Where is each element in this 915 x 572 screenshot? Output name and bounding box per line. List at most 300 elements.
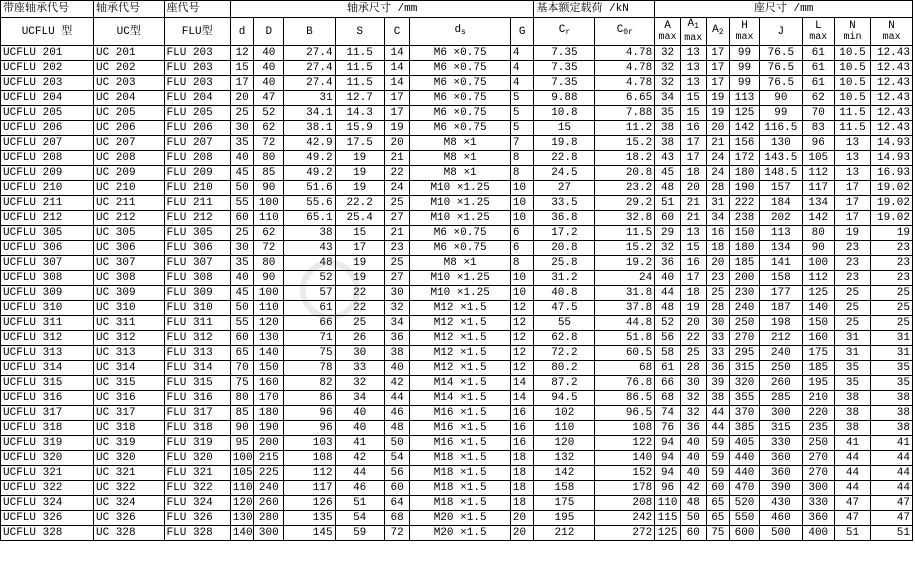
- table-cell: 50: [230, 181, 254, 196]
- table-cell: 31: [834, 331, 870, 346]
- table-cell: 65: [706, 496, 730, 511]
- table-header: [1, 1, 913, 46]
- table-cell: 44: [335, 466, 384, 481]
- table-cell: 18: [706, 241, 730, 256]
- table-cell: 60: [230, 211, 254, 226]
- table-cell: 400: [802, 526, 834, 541]
- table-cell: 130: [230, 511, 254, 526]
- table-cell: 40: [230, 271, 254, 286]
- table-cell: 212: [534, 526, 595, 541]
- table-cell: 90: [230, 421, 254, 436]
- table-cell: 370: [730, 406, 760, 421]
- table-row: [1, 106, 913, 121]
- table-cell: 35: [834, 376, 870, 391]
- table-cell: 44: [834, 451, 870, 466]
- table-cell: 90: [759, 91, 802, 106]
- table-cell: 19: [680, 301, 706, 316]
- table-cell: 90: [802, 241, 834, 256]
- table-cell: 36: [655, 256, 681, 271]
- table-cell: UCFLU 208: [1, 151, 94, 166]
- table-cell: 235: [802, 421, 834, 436]
- table-body: [1, 46, 913, 541]
- table-cell: 6.65: [595, 91, 655, 106]
- col-Nmin: [834, 18, 870, 46]
- table-row: [1, 511, 913, 526]
- table-cell: 48: [680, 496, 706, 511]
- table-cell: 15: [230, 61, 254, 76]
- table-cell: UC 316: [94, 391, 165, 406]
- table-cell: 25: [230, 226, 254, 241]
- table-cell: UCFLU 318: [1, 421, 94, 436]
- table-cell: 150: [802, 316, 834, 331]
- table-cell: UCFLU 307: [1, 256, 94, 271]
- table-cell: UCFLU 306: [1, 241, 94, 256]
- table-cell: 15: [534, 121, 595, 136]
- table-cell: 17: [834, 211, 870, 226]
- table-cell: 99: [730, 46, 760, 61]
- table-cell: 21: [384, 151, 410, 166]
- table-cell: 51.8: [595, 331, 655, 346]
- table-cell: 22.8: [534, 151, 595, 166]
- table-cell: 41: [834, 436, 870, 451]
- table-cell: UCFLU 321: [1, 466, 94, 481]
- table-cell: 34: [706, 211, 730, 226]
- table-cell: 185: [730, 256, 760, 271]
- table-cell: 250: [802, 436, 834, 451]
- table-row: [1, 46, 913, 61]
- table-row: [1, 301, 913, 316]
- table-row: [1, 91, 913, 106]
- table-cell: 108: [284, 451, 335, 466]
- table-cell: UC 322: [94, 481, 165, 496]
- table-cell: 58: [655, 346, 681, 361]
- table-row: [1, 481, 913, 496]
- table-cell: 55.6: [284, 196, 335, 211]
- table-cell: 36: [706, 361, 730, 376]
- table-cell: 100: [254, 196, 284, 211]
- table-cell: 10.8: [534, 106, 595, 121]
- table-cell: 32: [680, 406, 706, 421]
- table-cell: 315: [759, 421, 802, 436]
- table-cell: 42.9: [284, 136, 335, 151]
- table-cell: 32: [655, 241, 681, 256]
- table-cell: UC 326: [94, 511, 165, 526]
- table-cell: 19: [335, 166, 384, 181]
- table-cell: UCFLU 305: [1, 226, 94, 241]
- table-cell: M8 ×1: [410, 256, 510, 271]
- table-cell: 72.2: [534, 346, 595, 361]
- table-cell: 62: [802, 91, 834, 106]
- table-cell: 27: [384, 271, 410, 286]
- col-L: [802, 18, 834, 46]
- col-Cr: [534, 18, 595, 46]
- table-cell: UC 205: [94, 106, 165, 121]
- table-cell: 140: [230, 526, 254, 541]
- table-cell: 200: [254, 436, 284, 451]
- table-cell: UC 314: [94, 361, 165, 376]
- table-cell: 178: [595, 481, 655, 496]
- table-cell: 30: [706, 316, 730, 331]
- table-cell: 260: [759, 376, 802, 391]
- table-cell: 113: [759, 226, 802, 241]
- table-cell: 57: [284, 286, 335, 301]
- table-cell: 36: [384, 331, 410, 346]
- col-H-main: H: [741, 19, 748, 32]
- table-cell: FLU 316: [164, 391, 230, 406]
- table-cell: 115: [655, 511, 681, 526]
- table-cell: 38: [834, 421, 870, 436]
- table-cell: 44: [871, 451, 913, 466]
- table-cell: 20: [706, 121, 730, 136]
- table-cell: M6 ×0.75: [410, 61, 510, 76]
- table-cell: 23.2: [595, 181, 655, 196]
- table-cell: 38: [834, 406, 870, 421]
- table-cell: 8: [510, 166, 534, 181]
- table-cell: FLU 307: [164, 256, 230, 271]
- table-cell: 25.4: [335, 211, 384, 226]
- table-cell: 61: [284, 301, 335, 316]
- col-A: [655, 18, 681, 46]
- table-cell: 49.2: [284, 151, 335, 166]
- table-cell: 45: [230, 166, 254, 181]
- table-cell: 113: [730, 91, 760, 106]
- table-cell: 300: [802, 481, 834, 496]
- header-housing-dimensions: 座尺寸 /mm: [655, 1, 913, 18]
- table-cell: 7: [510, 136, 534, 151]
- table-cell: 10.5: [834, 61, 870, 76]
- header-housing-code: 座代号: [164, 1, 230, 18]
- table-cell: 99: [730, 76, 760, 91]
- table-cell: 51.6: [284, 181, 335, 196]
- table-cell: 103: [284, 436, 335, 451]
- table-cell: 31: [284, 91, 335, 106]
- table-cell: 24: [706, 166, 730, 181]
- table-cell: UC 309: [94, 286, 165, 301]
- table-cell: 35: [871, 376, 913, 391]
- table-cell: 143.5: [759, 151, 802, 166]
- table-cell: 4.78: [595, 61, 655, 76]
- table-cell: 61: [802, 61, 834, 76]
- table-cell: 47: [254, 91, 284, 106]
- table-cell: UCFLU 322: [1, 481, 94, 496]
- table-cell: 49.2: [284, 166, 335, 181]
- table-cell: 300: [254, 526, 284, 541]
- table-row: [1, 286, 913, 301]
- table-cell: 59: [706, 436, 730, 451]
- table-cell: 120: [534, 436, 595, 451]
- col-S: S: [335, 18, 384, 46]
- table-cell: UCFLU 206: [1, 121, 94, 136]
- col-ds-main: d: [454, 24, 462, 36]
- table-cell: 41: [871, 436, 913, 451]
- table-row: [1, 451, 913, 466]
- table-cell: UCFLU 313: [1, 346, 94, 361]
- table-row: [1, 316, 913, 331]
- table-cell: FLU 203: [164, 76, 230, 91]
- table-cell: M12 ×1.5: [410, 331, 510, 346]
- table-cell: 19.02: [871, 181, 913, 196]
- table-cell: 54: [384, 451, 410, 466]
- table-cell: FLU 208: [164, 151, 230, 166]
- table-cell: 61: [655, 361, 681, 376]
- table-cell: M8 ×1: [410, 136, 510, 151]
- header-bearing-dimensions: 轴承尺寸 /mm: [230, 1, 534, 18]
- table-cell: 110: [254, 211, 284, 226]
- table-cell: 8: [510, 256, 534, 271]
- table-cell: 117: [284, 481, 335, 496]
- table-cell: 13: [834, 151, 870, 166]
- table-cell: 44: [834, 466, 870, 481]
- table-cell: UC 310: [94, 301, 165, 316]
- table-row: [1, 151, 913, 166]
- table-cell: M16 ×1.5: [410, 406, 510, 421]
- table-cell: 16: [706, 226, 730, 241]
- table-cell: UC 210: [94, 181, 165, 196]
- table-cell: 33: [706, 331, 730, 346]
- table-cell: UCFLU 203: [1, 76, 94, 91]
- table-cell: UC 318: [94, 421, 165, 436]
- table-row: [1, 61, 913, 76]
- table-cell: 16: [680, 256, 706, 271]
- col-Nmax-main: N: [888, 19, 895, 32]
- table-cell: FLU 315: [164, 376, 230, 391]
- table-cell: 5: [510, 91, 534, 106]
- table-cell: FLU 305: [164, 226, 230, 241]
- col-Nmax: [871, 18, 913, 46]
- table-cell: 99: [730, 61, 760, 76]
- table-cell: FLU 326: [164, 511, 230, 526]
- table-cell: 68: [655, 391, 681, 406]
- table-cell: 170: [254, 391, 284, 406]
- table-cell: 31.2: [534, 271, 595, 286]
- table-cell: 13: [680, 76, 706, 91]
- table-cell: 38: [706, 391, 730, 406]
- table-cell: 160: [254, 376, 284, 391]
- table-cell: UCFLU 316: [1, 391, 94, 406]
- table-cell: 157: [759, 181, 802, 196]
- table-cell: 12: [510, 301, 534, 316]
- table-cell: 4: [510, 46, 534, 61]
- table-cell: 23: [834, 271, 870, 286]
- table-cell: 19.02: [871, 211, 913, 226]
- table-cell: 85: [230, 406, 254, 421]
- table-cell: 59: [706, 451, 730, 466]
- table-cell: 42: [335, 451, 384, 466]
- table-cell: 62: [254, 226, 284, 241]
- table-cell: 180: [730, 166, 760, 181]
- header-bearing-code: 轴承代号: [94, 1, 165, 18]
- col-L-main: L: [814, 19, 822, 32]
- table-cell: 11.5: [595, 226, 655, 241]
- table-cell: FLU 328: [164, 526, 230, 541]
- table-cell: 280: [254, 511, 284, 526]
- table-cell: 38: [284, 226, 335, 241]
- table-cell: 65: [706, 511, 730, 526]
- table-cell: 28: [680, 361, 706, 376]
- table-cell: 31: [871, 346, 913, 361]
- table-cell: 460: [759, 511, 802, 526]
- table-cell: 15.9: [335, 121, 384, 136]
- table-cell: M10 ×1.25: [410, 196, 510, 211]
- table-cell: 4: [510, 61, 534, 76]
- table-cell: 16: [510, 421, 534, 436]
- table-cell: UC 320: [94, 451, 165, 466]
- table-cell: FLU 203: [164, 46, 230, 61]
- table-cell: 198: [759, 316, 802, 331]
- table-cell: 13: [680, 61, 706, 76]
- table-cell: 270: [802, 466, 834, 481]
- table-cell: 270: [730, 331, 760, 346]
- table-cell: 240: [730, 301, 760, 316]
- table-row: [1, 211, 913, 226]
- table-cell: 18: [680, 286, 706, 301]
- table-cell: UCFLU 314: [1, 361, 94, 376]
- table-cell: UCFLU 328: [1, 526, 94, 541]
- table-cell: UC 306: [94, 241, 165, 256]
- table-cell: 35: [871, 361, 913, 376]
- table-cell: 80: [254, 256, 284, 271]
- table-cell: 54: [335, 511, 384, 526]
- table-cell: 56: [384, 466, 410, 481]
- table-cell: 18: [510, 496, 534, 511]
- table-cell: 75: [230, 376, 254, 391]
- table-cell: 50: [384, 436, 410, 451]
- table-row: [1, 226, 913, 241]
- table-cell: 31.8: [595, 286, 655, 301]
- table-cell: 25: [834, 286, 870, 301]
- table-cell: 94: [655, 466, 681, 481]
- table-cell: 20: [680, 181, 706, 196]
- table-cell: 520: [730, 496, 760, 511]
- table-cell: 135: [284, 511, 335, 526]
- table-cell: 82: [284, 376, 335, 391]
- table-cell: 112: [802, 166, 834, 181]
- table-cell: 40: [335, 406, 384, 421]
- table-cell: 7.88: [595, 106, 655, 121]
- table-cell: 70: [802, 106, 834, 121]
- table-cell: 60: [706, 481, 730, 496]
- table-cell: FLU 308: [164, 271, 230, 286]
- table-cell: 51: [335, 496, 384, 511]
- table-cell: 20: [706, 256, 730, 271]
- table-row: [1, 196, 913, 211]
- table-cell: 14: [384, 61, 410, 76]
- table-cell: 60: [655, 211, 681, 226]
- table-cell: 50: [230, 301, 254, 316]
- table-cell: FLU 210: [164, 181, 230, 196]
- table-cell: 25: [871, 301, 913, 316]
- table-cell: 22: [384, 166, 410, 181]
- table-cell: 126: [284, 496, 335, 511]
- table-cell: UC 313: [94, 346, 165, 361]
- table-cell: 87.2: [534, 376, 595, 391]
- table-cell: 25.8: [534, 256, 595, 271]
- table-cell: 52: [254, 106, 284, 121]
- table-cell: 222: [730, 196, 760, 211]
- table-cell: 212: [759, 331, 802, 346]
- table-cell: 100: [230, 451, 254, 466]
- table-cell: 25: [871, 316, 913, 331]
- table-cell: 40: [254, 61, 284, 76]
- table-cell: UC 201: [94, 46, 165, 61]
- col-ds-sub: s: [461, 28, 466, 37]
- table-cell: 27.4: [284, 46, 335, 61]
- table-cell: 172: [730, 151, 760, 166]
- table-cell: UC 324: [94, 496, 165, 511]
- table-cell: 25: [335, 316, 384, 331]
- table-cell: 187: [759, 301, 802, 316]
- table-cell: 20: [680, 316, 706, 331]
- table-cell: 65: [230, 346, 254, 361]
- table-cell: 23: [834, 256, 870, 271]
- table-cell: 11.5: [335, 76, 384, 91]
- table-cell: 80.2: [534, 361, 595, 376]
- table-cell: 360: [759, 451, 802, 466]
- table-cell: UC 319: [94, 436, 165, 451]
- table-cell: 96: [284, 421, 335, 436]
- header-column-row: [1, 18, 913, 46]
- table-cell: UCFLU 210: [1, 181, 94, 196]
- table-cell: 12.43: [871, 76, 913, 91]
- table-cell: M6 ×0.75: [410, 106, 510, 121]
- table-row: [1, 436, 913, 451]
- table-cell: 28: [706, 301, 730, 316]
- table-cell: 470: [730, 481, 760, 496]
- table-cell: 6: [510, 241, 534, 256]
- table-cell: M12 ×1.5: [410, 316, 510, 331]
- table-cell: 14: [510, 391, 534, 406]
- table-cell: 140: [595, 451, 655, 466]
- col-A2-idx: 2: [718, 28, 724, 37]
- table-cell: 18.2: [595, 151, 655, 166]
- table-cell: 150: [254, 361, 284, 376]
- table-cell: 14: [510, 376, 534, 391]
- table-cell: 38.1: [284, 121, 335, 136]
- table-cell: 180: [730, 241, 760, 256]
- table-cell: FLU 211: [164, 196, 230, 211]
- table-cell: 185: [802, 361, 834, 376]
- table-cell: 60.5: [595, 346, 655, 361]
- table-row: [1, 331, 913, 346]
- table-cell: 90: [254, 181, 284, 196]
- table-cell: 220: [802, 406, 834, 421]
- table-cell: 355: [730, 391, 760, 406]
- table-cell: 44: [655, 286, 681, 301]
- table-cell: 5: [510, 106, 534, 121]
- table-cell: UC 208: [94, 151, 165, 166]
- table-cell: 38: [871, 406, 913, 421]
- table-cell: FLU 321: [164, 466, 230, 481]
- table-cell: 96: [655, 481, 681, 496]
- table-cell: 190: [730, 181, 760, 196]
- table-cell: UCFLU 205: [1, 106, 94, 121]
- table-cell: 51: [871, 526, 913, 541]
- table-cell: UCFLU 326: [1, 511, 94, 526]
- table-cell: 122: [595, 436, 655, 451]
- table-cell: UCFLU 202: [1, 61, 94, 76]
- table-cell: 23: [834, 241, 870, 256]
- table-cell: 31: [834, 346, 870, 361]
- table-cell: 96: [802, 136, 834, 151]
- table-row: [1, 421, 913, 436]
- table-cell: 59: [706, 466, 730, 481]
- table-cell: 12.43: [871, 106, 913, 121]
- table-cell: 34: [384, 316, 410, 331]
- table-cell: 250: [730, 316, 760, 331]
- table-cell: 550: [730, 511, 760, 526]
- table-cell: 83: [802, 121, 834, 136]
- table-cell: 30: [680, 376, 706, 391]
